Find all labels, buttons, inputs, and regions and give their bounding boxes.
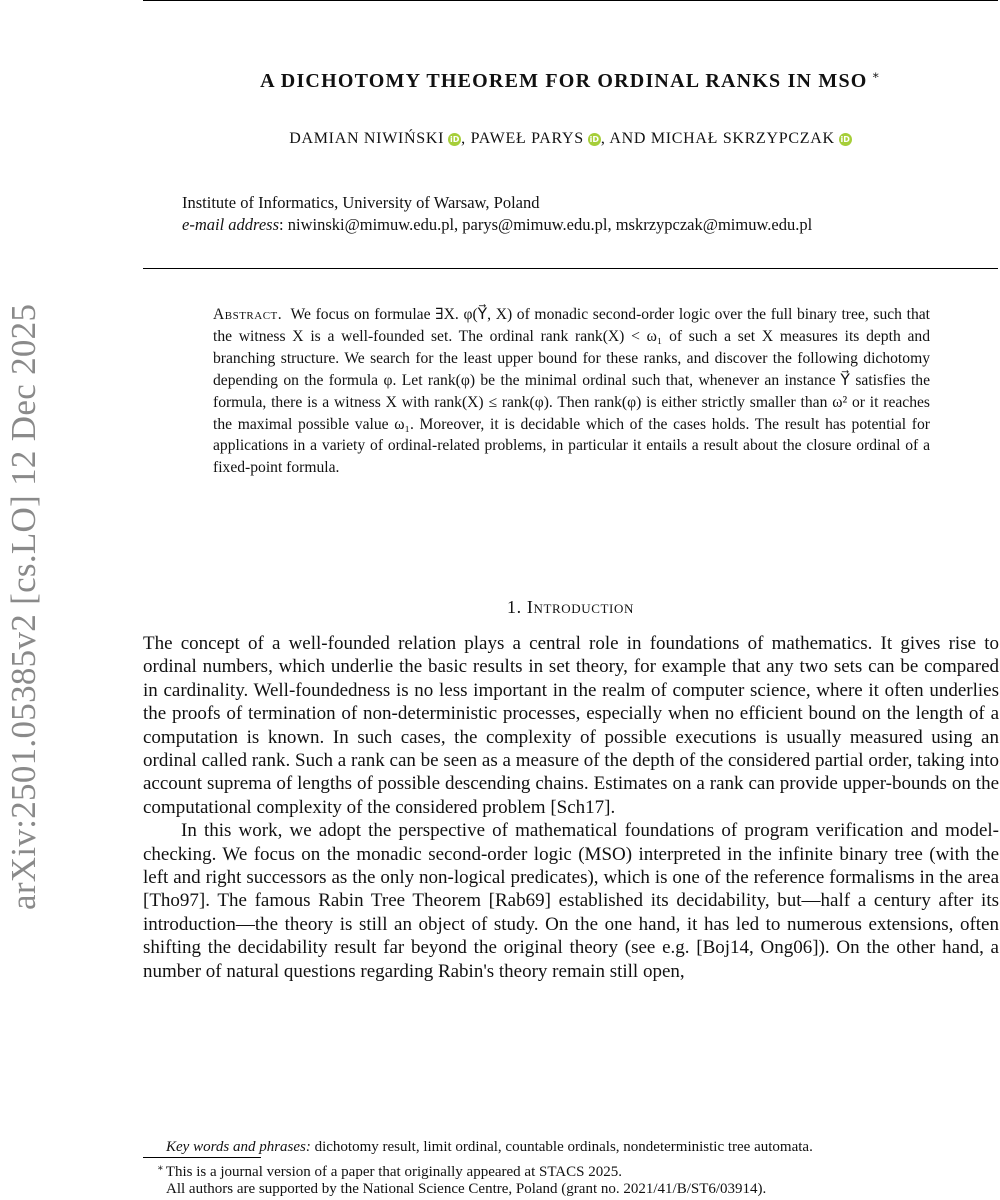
abstract <box>213 304 930 479</box>
email-addresses[interactable]: niwinski@mimuw.edu.pl, parys@mimuw.edu.pl, mskrzypczak@mimuw.edu.pl <box>287 215 813 234</box>
email-line: e-mail address: niwinski@mimuw.edu.pl, parys@mimuw.edu.pl, mskrzypczak@mimuw.edu.pl <box>182 215 813 234</box>
paper-title <box>143 68 998 93</box>
section-heading <box>143 597 998 618</box>
institute: Institute of Informatics, University of Warsaw, Poland <box>182 193 540 212</box>
orcid-icon[interactable]: iD <box>840 135 850 144</box>
author-name: MICHAŁ SKRZYPCZAK <box>650 130 835 147</box>
section-title: Introduction <box>526 597 634 617</box>
arxiv-identifier-stamp: arXiv:2501.05385v2 [cs.LO] 12 Dec 2025 <box>4 303 43 910</box>
author-name: PAWEŁ PARYS <box>470 130 584 147</box>
top-rule <box>143 0 998 1</box>
abstract-text: We focus on formulae ∃X. φ(Y⃗, X) of monadic second-order logic over the full binary tree, such that the witness X is a well-founded set. The ordinal rank rank(X) < ω₁ of such a set X measures its depth and branching structure. We search for the least upper bound for these ranks, and discover the following dichotomy depending on the formula φ. Let rank(φ) be the minimal ordinal such that, whenever an instance Y⃗ satisfies the formula, there is a witness X with rank(X) ≤ rank(φ). Then rank(φ) is either strictly smaller than ω² or it reaches the maximal possible value ω₁. Moreover, it is decidable which of the cases holds. The result has potential for applications in a variety of ordinal-related problems, in particular it entails a result about the closure ordinal of a fixed-point formula. <box>213 306 931 477</box>
section-number: 1. <box>507 597 522 617</box>
introduction-body <box>143 632 999 983</box>
title-footnote-mark: ∗ <box>871 68 881 82</box>
email-label: e-mail address <box>182 215 280 234</box>
affiliation-block <box>182 192 812 236</box>
header-rule <box>143 268 998 269</box>
keywords: dichotomy result, limit ordinal, countable ordinals, nondeterministic tree automata. <box>314 1139 813 1155</box>
abstract-heading: Abstract. <box>213 306 283 323</box>
keywords-label: Key words and phrases: <box>166 1139 311 1155</box>
author-name: DAMIAN NIWIŃSKI <box>289 130 445 147</box>
keywords-footnote <box>166 1137 813 1158</box>
journal-note: This is a journal version of a paper that originally appeared at STACS 2025. <box>165 1164 622 1180</box>
funding-footnote: All authors are supported by the National Science Centre, Poland (grant no. 2021/41/B/ST6/03914). <box>166 1181 767 1197</box>
author-list <box>143 130 998 148</box>
title-text: A DICHOTOMY THEOREM FOR ORDINAL RANKS IN MSO <box>260 70 868 92</box>
author-separator: , <box>461 130 471 147</box>
paragraph: In this work, we adopt the perspective of mathematical foundations of program verification and model-checking. We focus on the monadic second-order logic (MSO) interpreted in the infinite binary tree (with the left and right successors as the only non-logical predicates), which is one of the reference formalisms in the area [Tho97]. The famous Rabin Tree Theorem [Rab69] established its decidability, but—half a century after its introduction—the theory is still an object of study. On the one hand, it has led to numerous extensions, often shifting the decidability result far beyond the original theory (see e.g. [Boj14, Ong06]). On the other hand, a number of natural questions regarding Rabin's theory remain still open, <box>143 820 999 982</box>
orcid-icon[interactable]: iD <box>589 135 600 144</box>
orcid-icon[interactable]: iD <box>449 135 460 144</box>
journal-footnote-mark: ∗ <box>157 1163 164 1174</box>
paragraph: The concept of a well-founded relation plays a central role in foundations of mathematics. It gives rise to ordinal numbers, which underlie the basic results in set theory, for example that any two sets can be compared in cardinality. Well-foundedness is no less important in the realm of computer science, where it often underlies the proofs of termination of non-deterministic processes, especially when no efficient bound on the length of a computation is known. In such cases, the complexity of possible executions is usually measured using an ordinal called rank. Such a rank can be seen as a measure of the depth of the considered partial order, taking into account suprema of lengths of possible descending chains. Estimates on a rank can provide upper-bounds on the computational complexity of the considered problem [Sch17]. <box>143 633 999 818</box>
author-separator: , AND <box>600 130 651 147</box>
